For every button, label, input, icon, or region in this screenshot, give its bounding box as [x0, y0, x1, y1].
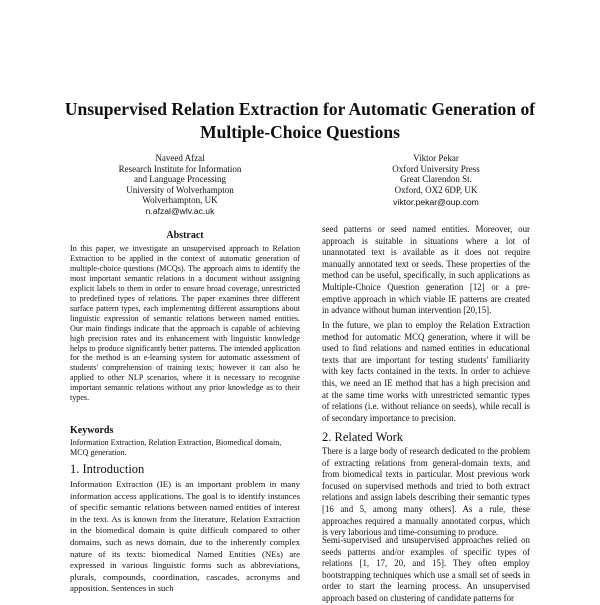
author-affiliation-line: Research Institute for Information — [118, 163, 242, 174]
author-block-right — [346, 153, 526, 208]
author-affiliation-line: Wolverhampton, UK — [142, 195, 218, 206]
author-affiliation-line: University of Wolverhampton — [126, 184, 234, 195]
introduction-heading: 1. Introduction — [70, 462, 145, 476]
author-name: Naveed Afzal — [155, 153, 205, 163]
author-affiliation-line: Great Clarendon St. — [400, 174, 472, 185]
author-affiliation-line: and Language Processing — [134, 174, 226, 185]
right-column-paragraph: seed patterns or seed named entities. Moreover, our approach is suitable in situations where a lot of unannotated text is available as it does not require manually annotated text or seeds. These properties of the method can be useful, specifically, in such applications as Multiple-Choice Question generation [12] or a pre-emptive approach in which viable IE patterns are created in advance without human intervention [20,15]. — [322, 224, 530, 316]
paper-title-line-1: Unsupervised Relation Extraction for Automatic Generation of — [64, 99, 536, 119]
keywords-heading: Keywords — [70, 425, 114, 436]
author-affiliation-line: Oxford University Press — [392, 163, 480, 174]
keywords-text: Information Extraction, Relation Extraction, Biomedical domain, MCQ generation. — [70, 438, 282, 457]
right-column-paragraph: In the future, we plan to employ the Relation Extraction method for automatic MCQ generation, where it will be used to find relations and named entities in educational texts that are important for testing students' familiarity with key facts contained in the texts. In order to achieve this, we need an IE method that has a high precision and at the same time works with unrestricted semantic types of relations (i.e. without reliance on seeds), while recall is of secondary importance to precision. — [322, 320, 530, 423]
author-email: viktor.pekar@oup.com — [393, 197, 479, 208]
abstract-text: In this paper, we investigate an unsupervised approach to Relation Extraction to be applied in the context of automatic generation of multiple-choice questions (MCQs). The approach aims to identify the most important semantic relations in a document without assigning explicit labels to them in order to ensure broad coverage, unrestricted to predefined types of relations. The paper examines three different surface pattern types, each implementing different assumptions about linguistic expression of semantic relations between named entities. Our main findings indicate that the approach is capable of achieving high precision rates and its enhancement with linguistic knowledge helps to produce significantly better patterns. The intended application for the method is an e-learning system for automatic assessment of students' comprehension of training texts; however it can also be applied to other NLP scenarios, where it is necessary to recognise important semantic relations without any prior knowledge as to their types. — [70, 244, 300, 403]
related-work-heading: 2. Related Work — [322, 430, 404, 444]
abstract-heading: Abstract — [166, 230, 204, 241]
paper-title-line-2: Multiple-Choice Questions — [200, 122, 400, 142]
right-column-paragraph: There is a large body of research dedicated to the problem of extracting relations from general-domain texts, and from biomedical texts in particular. Most previous work focused on supervised methods and tried to both extract relations and assign labels describing their semantic types [16 and 5, among many others]. As a rule, these approaches required a manually annotated corpus, which is very laborious and time-consuming to produce. — [322, 446, 530, 538]
author-name: Viktor Pekar — [413, 153, 459, 163]
introduction-text: Information Extraction (IE) is an important problem in many information access applications. The goal is to identify instances of specific semantic relations between named entities of interest in the text. As is known from the literature, Relation Extraction in the biomedical domain is quite difficult compared to other domains, such as news domain, due to the inherently complex nature of its texts: biomedical Named Entities (NEs) are expressed in various linguistic forms such as abbreviations, plurals, compounds, coordination, cascades, acronyms and apposition. Sentences in such — [70, 479, 300, 594]
author-affiliation-line: Oxford, OX2 6DP, UK — [394, 184, 478, 195]
author-email: n.afzal@wlv.ac.uk — [145, 205, 215, 216]
author-block-left — [90, 153, 270, 217]
paper-title — [40, 98, 560, 144]
right-column-paragraph: Semi-supervised and unsupervised approaches relied on seeds patterns and/or examples of specific types of relations [1, 17, 20, and 15]. They often employ bootstrapping techniques which use a small set of seeds in order to start the learning process. An unsupervised approach based on clustering of candidate patterns for — [322, 535, 530, 603]
